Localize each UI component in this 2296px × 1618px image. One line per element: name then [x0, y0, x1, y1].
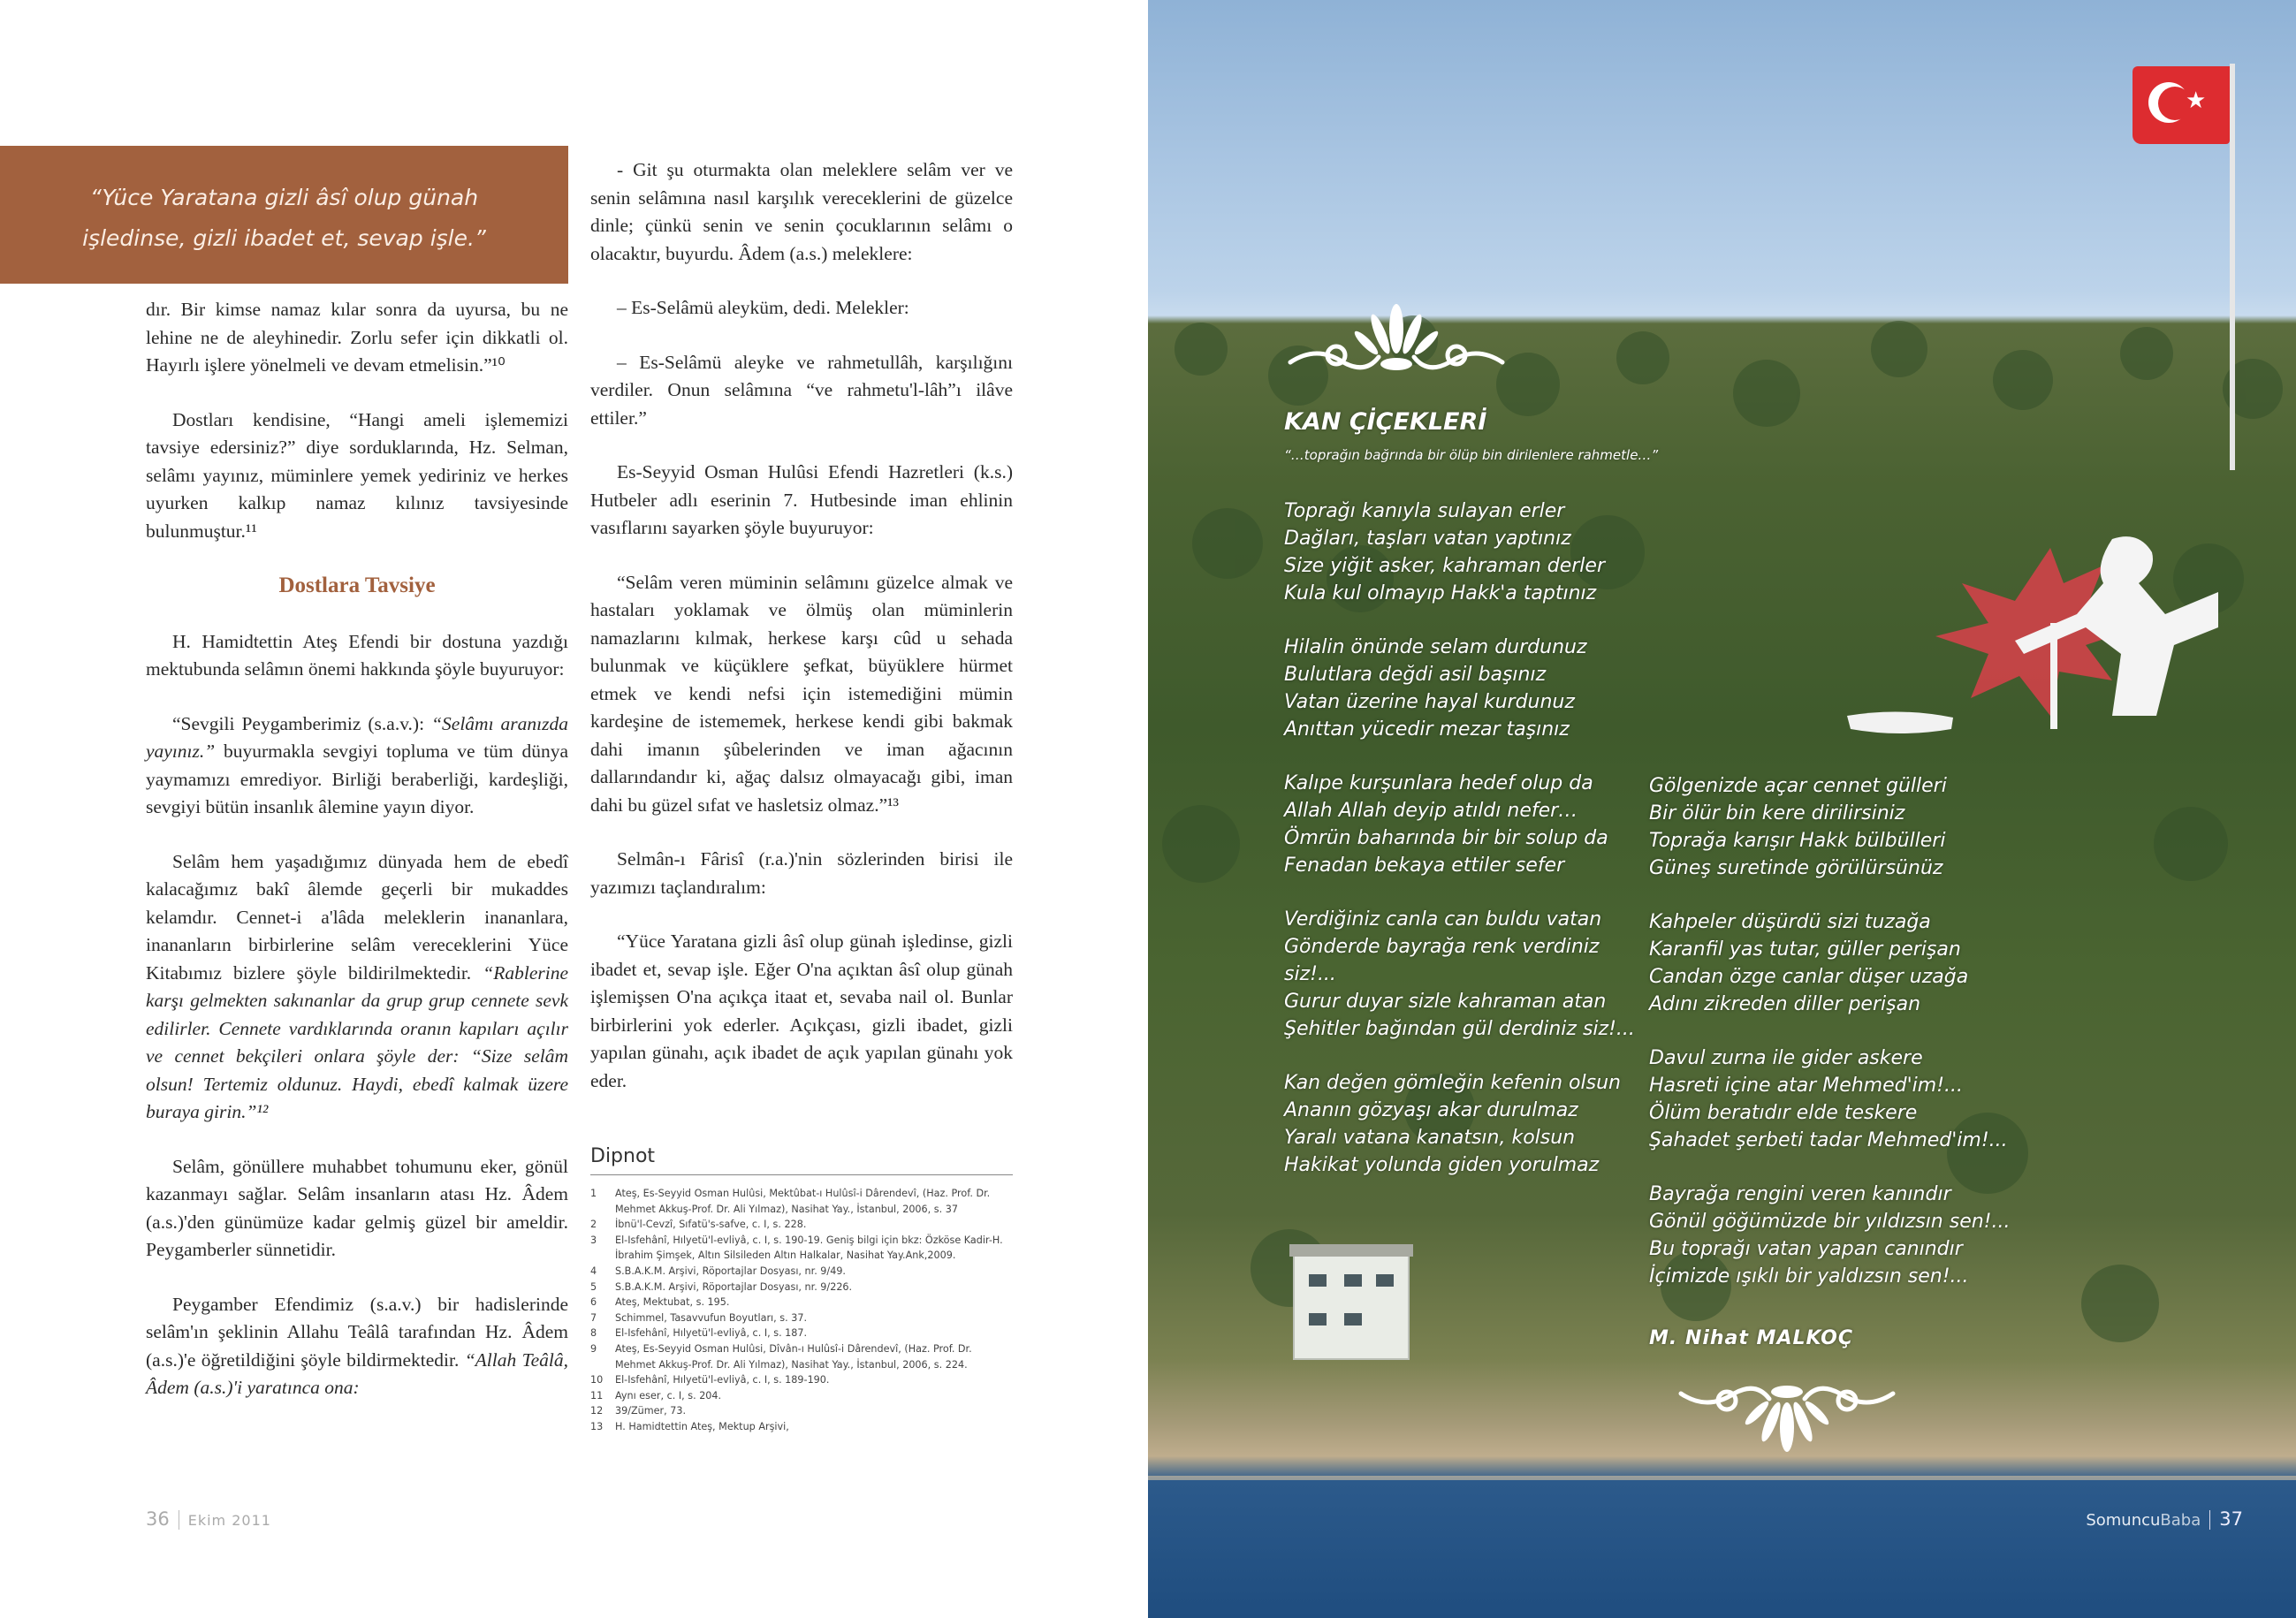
- pull-quote: [0, 178, 568, 259]
- ornament-top-icon: [1281, 293, 1511, 382]
- flag-pole: [2230, 64, 2235, 470]
- paragraph: Dostları kendisine, “Hangi ameli işlememizi tavsiye edersiniz?” diye sorduklarında, Hz. Selman, selâmı yayınız, müminlere yemek yediriniz ve herkes uyurken kalkıp namaz kılınız tavsiyesinde bulunmuştur.¹¹: [146, 408, 568, 542]
- footnote-item: [590, 1186, 1015, 1217]
- footnotes-divider: [590, 1174, 1013, 1175]
- footnote-item: [590, 1341, 1015, 1372]
- paragraph: [146, 848, 568, 1127]
- verse-line: Fenadan bekaya ettiler sefer: [1284, 855, 1565, 877]
- paragraph: “Yüce Yaratana gizli âsî olup günah işledinse, gizli ibadet et, sevap işle. Eğer O'na açıktan âsî olup günah işlemişsen O'na açıkça itaat et, sevaba nail ol. Bunlar birbirlerini yok ederler. Açıkçası, gizli ibadet, gizli yapılan günahı, açık ibadet de açık yapılan günahı yok eder.: [590, 931, 1013, 1091]
- footnote-item: [590, 1310, 1015, 1326]
- verse-line: Verdiğiniz canla can buldu vatan: [1284, 908, 1602, 931]
- footnote-number: 5: [590, 1280, 597, 1293]
- footnote-item: [590, 1217, 1015, 1233]
- verse-line: Anıttan yücedir mezar taşınız: [1284, 718, 1570, 741]
- verse-line: Bulutlara değdi asil başınız: [1284, 664, 1547, 686]
- verse-line: Bayrağa rengini veren kanındır: [1649, 1183, 1951, 1205]
- verse-line: Vatan üzerine hayal kurdunuz: [1284, 691, 1575, 713]
- verse-line: Toprağı kanıyla sulayan erler: [1284, 500, 1565, 522]
- stanza: [1649, 908, 2020, 1018]
- white-house: [1293, 1255, 1410, 1360]
- verse-line: Davul zurna ile gider askere: [1649, 1047, 1923, 1069]
- footnote-item: [590, 1280, 1015, 1295]
- footnote-number: 12: [590, 1405, 604, 1417]
- verse-line: Şehitler bağından gül derdiniz siz!...: [1284, 1018, 1635, 1040]
- italic-quote: “Allah Teâlâ, Âdem (a.s.)'i yaratınca ona:: [146, 1348, 568, 1398]
- text-run: Peygamber Efendimiz (s.a.v.) bir hadislerinde selâm'ın şeklinin Allahu Teâlâ tarafından Hz. Âdem (a.s.)'e öğretildiğini şöyle bildirmektedir.: [146, 1293, 568, 1371]
- poem-author: M. Nihat MALKOÇ: [1649, 1327, 1853, 1349]
- verse-line: İçimizde ışıklı bir yaldızsın sen!...: [1649, 1265, 1969, 1288]
- footnote-number: 4: [590, 1265, 597, 1277]
- verse-line: Kan değen gömleğin kefenin olsun: [1284, 1072, 1621, 1094]
- verse-line: Hilalin önünde selam durdunuz: [1284, 636, 1587, 658]
- verse-line: Gurur duyar sizle kahraman atan: [1284, 991, 1607, 1013]
- house-window: [1376, 1274, 1394, 1287]
- footnote-number: 13: [590, 1420, 604, 1432]
- brand-part: Baba: [2160, 1511, 2201, 1530]
- soldier-rifle: [2050, 623, 2057, 729]
- footnote-text: H. Hamidtettin Ateş, Mektup Arşivi,: [615, 1420, 789, 1432]
- verse-line: Kula kul olmayıp Hakk'a taptınız: [1284, 582, 1597, 604]
- footnote-number: 1: [590, 1188, 597, 1199]
- stanza: [1284, 906, 1655, 1043]
- footnote-item: [590, 1403, 1015, 1419]
- footnote-text: Ateş, Es-Seyyid Osman Hulûsi, Dîvân-ı Hulûsî-i Dârendevî, (Haz. Prof. Dr. Mehmet Akkuş-Prof. Dr. Ali Yılmaz), Nasihat Yay., İstanbul, 2006, s. 224.: [615, 1342, 972, 1371]
- footnotes-title: Dipnot: [590, 1145, 656, 1167]
- paragraph: - Git şu oturmakta olan meleklere selâm ver ve senin selâmına nasıl karşılık vereceklerini de güzelce dinle; çünkü senin ve senin çocuklarının selâmı o olacaktır, buyurdu. Âdem (a.s.) meleklere:: [590, 159, 1013, 264]
- article-column-2: [590, 156, 1013, 1121]
- brand-part: Somuncu: [2086, 1511, 2161, 1530]
- footnote-number: 9: [590, 1342, 597, 1355]
- turkish-flag-icon: [2133, 66, 2230, 144]
- folio-divider: [2209, 1510, 2210, 1530]
- page-folio-left: [146, 1508, 271, 1530]
- text-run: Selâm hem yaşadığımız dünyada hem de ebedî kalacağımız bakî âlemde geçerli bir mukaddes kelamdır. Cennet-i a'lâda meleklerin inananlara, inananların birbirlerine selâm vereceklerini Yüce Kitabımız bizlere şöyle bildirilmektedir.: [146, 850, 568, 984]
- verse-line: Gölgenizde açar cennet gülleri: [1649, 775, 1947, 797]
- footnote-text: El-Isfehânî, Hılyetü'l-evliyâ, c. I, s. 190-19. Geniş bilgi için bkz: Özköse Kadir-H. İbrahim Şimşek, Altın Silsileden Altın Halkalar, Nasihat Yay.Ank,2009.: [615, 1234, 1003, 1262]
- verse-line: Gönül göğümüzde bir yıldızsın sen!...: [1649, 1211, 2011, 1233]
- text-run: “Sevgili Peygamberimiz (s.a.v.):: [172, 712, 432, 734]
- paragraph: Es-Seyyid Osman Hulûsi Efendi Hazretleri (k.s.) Hutbeler adlı eserinin 7. Hutbesinde iman ehlinin vasıflarını sayarken şöyle buyuruyor:: [590, 461, 1013, 538]
- paragraph: [146, 1291, 568, 1402]
- footnote-item: [590, 1295, 1015, 1310]
- verse-line: Adını zikreden diller perişan: [1649, 993, 1921, 1015]
- verse-line: Size yiğit asker, kahraman derler: [1284, 555, 1605, 577]
- paragraph: Selâm, gönüllere muhabbet tohumunu eker, gönül kazanmayı sağlar. Selâm insanların atası Hz. Âdem (a.s.)'den günümüze kadar gelmiş güzel bir ameldir. Peygamberler sünnetidir.: [146, 1155, 568, 1260]
- italic-quote: “Rablerine karşı gelmekten sakınanlar da grup grup cennete sevk edilirler. Cennete vardıklarında oranın kapıları açılır ve cennet bekçileri onlara şöyle der: “Size selâm olsun! Tertemiz oldunuz. Haydi, ebedî kalmak üzere buraya girin.”¹²: [146, 961, 568, 1122]
- house-roof: [1289, 1244, 1413, 1257]
- footnote-text: Ateş, Es-Seyyid Osman Hulûsi, Mektûbat-ı Hulûsî-i Dârendevî, (Haz. Prof. Dr. Mehmet Akkuş-Prof. Dr. Ali Yılmaz), Nasihat Yay., İstanbul, 2006, s. 37: [615, 1188, 991, 1215]
- footnote-text: 39/Zümer, 73.: [615, 1405, 687, 1417]
- footnote-item: [590, 1326, 1015, 1341]
- pull-quote-box: [0, 146, 568, 284]
- paragraph: – Es-Selâmü aleyke ve rahmetullâh, karşılığını verdiler. Onun selâmına “ve rahmetu'l-lâh”ı ilâve ettiler.”: [590, 351, 1013, 429]
- paragraph: dır. Bir kimse namaz kılar sonra da uyursa, bu ne lehine ne de aleyhinedir. Zorlu sefer için dikkatli ol. Hayırlı işlere yönelmeli ve devam etmelisin.”¹⁰: [146, 299, 568, 376]
- verse-line: Ömrün baharında bir bir solup da: [1284, 827, 1608, 849]
- section-heading: Dostlara Tavsiye: [278, 574, 436, 597]
- poem-column-2: [1649, 772, 2020, 1317]
- monument-base: [1847, 711, 1953, 733]
- footnote-text: S.B.A.K.M. Arşivi, Röportajlar Dosyası, nr. 9/49.: [615, 1265, 846, 1277]
- verse-line: Dağları, taşları vatan yaptınız: [1284, 528, 1571, 550]
- verse-line: Allah Allah deyip atıldı nefer…: [1284, 800, 1578, 822]
- paragraph: – Es-Selâmü aleyküm, dedi. Melekler:: [617, 297, 909, 318]
- page-number: 37: [2219, 1508, 2243, 1530]
- footnote-text: Ateş, Mektubat, s. 195.: [615, 1296, 730, 1309]
- footnote-text: Schimmel, Tasavvufun Boyutları, s. 37.: [615, 1311, 808, 1324]
- poem-title: KAN ÇİÇEKLERİ: [1284, 408, 1487, 436]
- verse-line: Şahadet şerbeti tadar Mehmed'im!...: [1649, 1129, 2008, 1151]
- paragraph: H. Hamidtettin Ateş Efendi bir dostuna yazdığı mektubunda selâmın önemi hakkında şöyle buyuruyor:: [146, 630, 568, 680]
- poem-column-1: [1284, 498, 1655, 1205]
- magazine-brand: [2086, 1511, 2201, 1530]
- ornament-bottom-icon: [1672, 1374, 1902, 1462]
- verse-line: Kalıpe kurşunlara hedef olup da: [1284, 772, 1593, 794]
- stanza: [1284, 498, 1655, 607]
- poem-subtitle: “…toprağın bağrında bir ölüp bin dirilenlere rahmetle…”: [1284, 447, 1659, 463]
- footnote-number: 10: [590, 1374, 604, 1386]
- house-window: [1344, 1274, 1362, 1287]
- footnote-text: El-Isfehânî, Hılyetü'l-evliyâ, c. I, s. 187.: [615, 1327, 808, 1340]
- pull-quote-line-1: “Yüce Yaratana gizli âsî olup günah: [89, 185, 479, 210]
- article-column-1: [146, 296, 568, 1429]
- verse-line: Toprağa karışır Hakk bülbülleri: [1649, 830, 1946, 852]
- footnote-number: 8: [590, 1327, 597, 1340]
- footnote-number: 7: [590, 1311, 597, 1324]
- soldier-monument: [1847, 530, 2218, 778]
- verse-line: Candan özge canlar düşer uzağa: [1649, 966, 1969, 988]
- stanza: [1284, 634, 1655, 743]
- footnote-item: [590, 1372, 1015, 1388]
- pull-quote-line-2: işledinse, gizli ibadet et, sevap işle.”: [82, 225, 486, 251]
- footnote-number: 2: [590, 1219, 597, 1231]
- shoreline: [1148, 1476, 2296, 1480]
- footnotes-list: [590, 1186, 1015, 1435]
- verse-line: Ananın gözyaşı akar durulmaz: [1284, 1099, 1578, 1121]
- stanza: [1284, 1069, 1655, 1179]
- text-run: buyurmakla sevgiyi topluma ve tüm dünya yaymamızı emrediyor. Birliği beraberliği, kardeşliği, sevgiyi bütün insanlık âlemine yayın diyor.: [146, 741, 568, 817]
- paragraph: Selmân-ı Fârisî (r.a.)'nin sözlerinden birisi ile yazımızı taçlandıralım:: [590, 848, 1013, 898]
- footnote-text: İbnü'l-Cevzî, Sıfatü's-safve, c. I, s. 228.: [615, 1219, 807, 1231]
- footnote-text: Aynı eser, c. I, s. 204.: [615, 1389, 722, 1402]
- stanza: [1284, 770, 1655, 879]
- footnote-number: 11: [590, 1389, 604, 1402]
- house-window: [1344, 1313, 1362, 1326]
- footnote-number: 6: [590, 1296, 597, 1309]
- footnote-item: [590, 1388, 1015, 1404]
- paragraph: “Selâm veren müminin selâmını güzelce almak ve hastaları yoklamak ve ölmüş olan müminlerin namazlarını kılmak, herkese karşı cûd u sehada bulunmak ve küçüklere şefkat, büyüklere hürmet etmek ve kendi nefsi için istemediğini mümin kardeşine de istememek, herkese kendi gibi bakmak dahi imanın şûbelerinden ve iman ağacının dallarındandır ki, ağaç dalsız olmayacağı gibi, iman dahi bu güzel sıfat ve hasletsiz olmaz.”¹³: [590, 571, 1013, 816]
- verse-line: Güneş suretinde görülürsünüz: [1649, 857, 1943, 879]
- footnote-text: El-Isfehânî, Hılyetü'l-evliyâ, c. I, s. 189-190.: [615, 1374, 830, 1386]
- issue-date: Ekim 2011: [187, 1512, 271, 1529]
- verse-line: Ölüm beratıdır elde teskere: [1649, 1102, 1918, 1124]
- paragraph: [146, 710, 568, 822]
- verse-line: Karanfil yas tutar, güller perişan: [1649, 938, 1961, 961]
- house-window: [1309, 1313, 1327, 1326]
- verse-line: Bir ölür bin kere dirilirsiniz: [1649, 802, 1905, 824]
- verse-line: Yaralı vatana kanatsın, kolsun: [1284, 1127, 1576, 1149]
- stanza: [1649, 1044, 2020, 1154]
- page-number: 36: [146, 1508, 170, 1530]
- footnote-item: [590, 1419, 1015, 1435]
- stanza: [1649, 1181, 2020, 1290]
- verse-line: Kahpeler düşürdü sizi tuzağa: [1649, 911, 1931, 933]
- stanza: [1649, 772, 2020, 882]
- italic-quote: “Selâmı aranızda yayınız.”: [146, 712, 569, 762]
- verse-line: Gönderde bayrağa renk verdiniz siz!...: [1284, 936, 1600, 985]
- flag-star: ★: [2186, 87, 2207, 114]
- page-folio-right: [2086, 1508, 2243, 1530]
- house-window: [1309, 1274, 1327, 1287]
- footnote-number: 3: [590, 1234, 597, 1246]
- footnote-text: S.B.A.K.M. Arşivi, Röportajlar Dosyası, nr. 9/226.: [615, 1280, 853, 1293]
- footnote-item: [590, 1233, 1015, 1264]
- footnote-item: [590, 1264, 1015, 1280]
- verse-line: Hasreti içine atar Mehmed'im!...: [1649, 1075, 1963, 1097]
- verse-line: Hakikat yolunda giden yorulmaz: [1284, 1154, 1600, 1176]
- verse-line: Bu toprağı vatan yapan canındır: [1649, 1238, 1963, 1260]
